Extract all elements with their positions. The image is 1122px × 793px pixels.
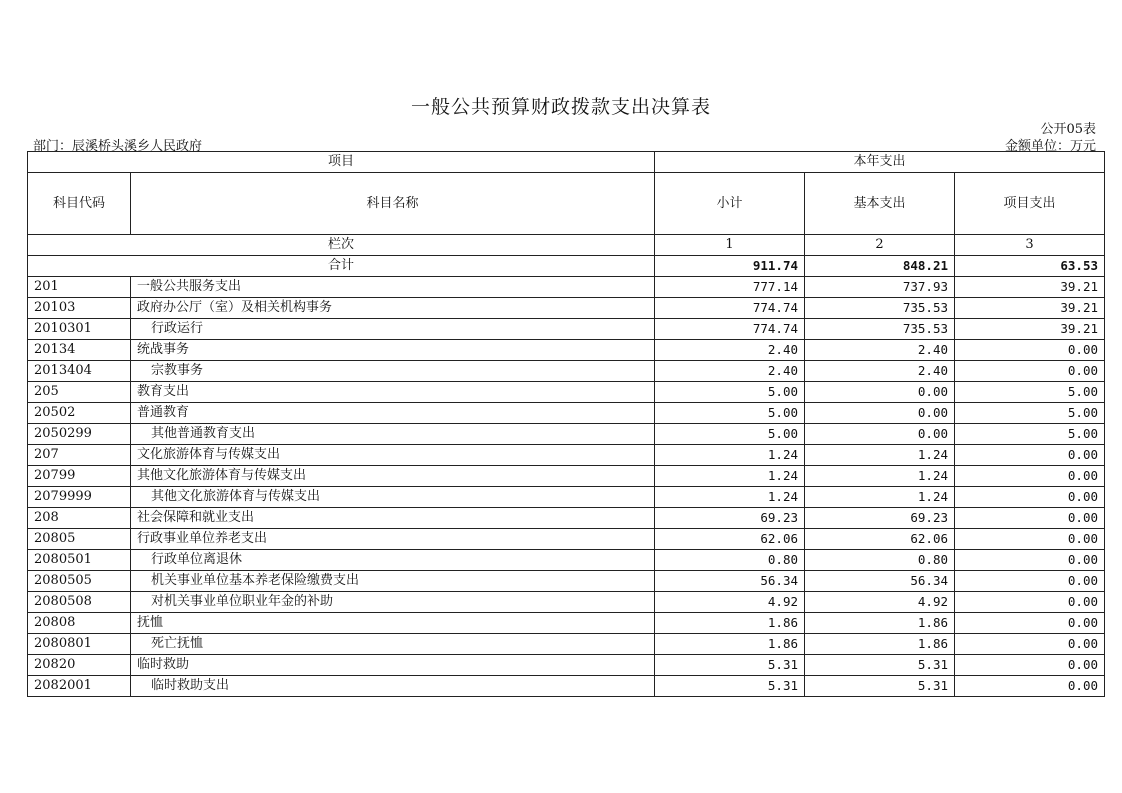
row-subtotal: 1.24 bbox=[655, 445, 805, 466]
column-label: 栏次 bbox=[28, 235, 655, 256]
row-code: 20805 bbox=[28, 529, 131, 550]
page-title: 一般公共预算财政拨款支出决算表 bbox=[410, 96, 711, 118]
row-code: 2010301 bbox=[28, 319, 131, 340]
department-label: 部门：辰溪桥头溪乡人民政府 bbox=[33, 139, 203, 154]
row-subtotal: 0.80 bbox=[655, 550, 805, 571]
row-code: 2080801 bbox=[28, 634, 131, 655]
row-subtotal: 5.31 bbox=[655, 676, 805, 697]
row-code: 208 bbox=[28, 508, 131, 529]
row-basic: 5.31 bbox=[805, 676, 955, 697]
table-row bbox=[28, 361, 1105, 382]
row-project: 0.00 bbox=[955, 529, 1105, 550]
row-basic: 1.24 bbox=[805, 445, 955, 466]
row-code: 2013404 bbox=[28, 361, 131, 382]
row-code: 20502 bbox=[28, 403, 131, 424]
row-subtotal: 1.86 bbox=[655, 613, 805, 634]
row-project: 39.21 bbox=[955, 277, 1105, 298]
row-code: 20799 bbox=[28, 466, 131, 487]
header-basic: 基本支出 bbox=[805, 173, 955, 235]
row-subtotal: 5.00 bbox=[655, 403, 805, 424]
row-name: 死亡抚恤 bbox=[131, 634, 655, 655]
row-project: 39.21 bbox=[955, 298, 1105, 319]
total-basic: 848.21 bbox=[805, 256, 955, 277]
form-number: 公开05表 bbox=[1040, 122, 1096, 137]
header-project-expense: 项目支出 bbox=[955, 173, 1105, 235]
row-name: 机关事业单位基本养老保险缴费支出 bbox=[131, 571, 655, 592]
table-row bbox=[28, 529, 1105, 550]
header-project: 项目 bbox=[28, 152, 655, 173]
row-subtotal: 4.92 bbox=[655, 592, 805, 613]
row-code: 2080505 bbox=[28, 571, 131, 592]
row-basic: 735.53 bbox=[805, 319, 955, 340]
expenditure-table bbox=[27, 151, 1105, 697]
row-subtotal: 5.00 bbox=[655, 382, 805, 403]
column-index-3: 3 bbox=[955, 235, 1105, 256]
column-index-2: 2 bbox=[805, 235, 955, 256]
row-basic: 1.86 bbox=[805, 613, 955, 634]
row-basic: 0.00 bbox=[805, 403, 955, 424]
table-row bbox=[28, 298, 1105, 319]
row-project: 0.00 bbox=[955, 634, 1105, 655]
row-project: 5.00 bbox=[955, 382, 1105, 403]
row-name: 社会保障和就业支出 bbox=[131, 508, 655, 529]
row-basic: 56.34 bbox=[805, 571, 955, 592]
total-project: 63.53 bbox=[955, 256, 1105, 277]
row-subtotal: 69.23 bbox=[655, 508, 805, 529]
row-project: 0.00 bbox=[955, 487, 1105, 508]
row-subtotal: 774.74 bbox=[655, 319, 805, 340]
table-row bbox=[28, 340, 1105, 361]
row-name: 一般公共服务支出 bbox=[131, 277, 655, 298]
row-basic: 5.31 bbox=[805, 655, 955, 676]
row-basic: 0.00 bbox=[805, 382, 955, 403]
row-name: 临时救助 bbox=[131, 655, 655, 676]
table-row bbox=[28, 466, 1105, 487]
header-subtotal: 小计 bbox=[655, 173, 805, 235]
row-project: 0.00 bbox=[955, 508, 1105, 529]
row-code: 207 bbox=[28, 445, 131, 466]
row-project: 0.00 bbox=[955, 466, 1105, 487]
row-subtotal: 2.40 bbox=[655, 361, 805, 382]
row-basic: 1.24 bbox=[805, 466, 955, 487]
table-row bbox=[28, 550, 1105, 571]
header-code: 科目代码 bbox=[28, 173, 131, 235]
row-name: 教育支出 bbox=[131, 382, 655, 403]
table-row bbox=[28, 319, 1105, 340]
table-row bbox=[28, 445, 1105, 466]
row-subtotal: 62.06 bbox=[655, 529, 805, 550]
row-name: 抚恤 bbox=[131, 613, 655, 634]
row-project: 0.00 bbox=[955, 613, 1105, 634]
row-basic: 2.40 bbox=[805, 340, 955, 361]
row-code: 20820 bbox=[28, 655, 131, 676]
row-name: 普通教育 bbox=[131, 403, 655, 424]
row-code: 2080508 bbox=[28, 592, 131, 613]
column-index-row bbox=[28, 235, 1105, 256]
row-subtotal: 774.74 bbox=[655, 298, 805, 319]
row-code: 20103 bbox=[28, 298, 131, 319]
row-project: 39.21 bbox=[955, 319, 1105, 340]
row-subtotal: 56.34 bbox=[655, 571, 805, 592]
table-row bbox=[28, 676, 1105, 697]
row-code: 201 bbox=[28, 277, 131, 298]
table-row bbox=[28, 592, 1105, 613]
row-code: 2050299 bbox=[28, 424, 131, 445]
total-subtotal: 911.74 bbox=[655, 256, 805, 277]
row-subtotal: 1.86 bbox=[655, 634, 805, 655]
row-name: 对机关事业单位职业年金的补助 bbox=[131, 592, 655, 613]
row-name: 行政单位离退休 bbox=[131, 550, 655, 571]
table-row bbox=[28, 487, 1105, 508]
row-subtotal: 1.24 bbox=[655, 487, 805, 508]
row-subtotal: 2.40 bbox=[655, 340, 805, 361]
row-name: 行政事业单位养老支出 bbox=[131, 529, 655, 550]
row-name: 宗教事务 bbox=[131, 361, 655, 382]
row-code: 20808 bbox=[28, 613, 131, 634]
row-basic: 1.86 bbox=[805, 634, 955, 655]
row-basic: 0.80 bbox=[805, 550, 955, 571]
row-code: 205 bbox=[28, 382, 131, 403]
row-project: 0.00 bbox=[955, 445, 1105, 466]
row-basic: 0.00 bbox=[805, 424, 955, 445]
row-subtotal: 777.14 bbox=[655, 277, 805, 298]
row-name: 其他文化旅游体育与传媒支出 bbox=[131, 487, 655, 508]
row-code: 2082001 bbox=[28, 676, 131, 697]
total-row bbox=[28, 256, 1105, 277]
row-basic: 2.40 bbox=[805, 361, 955, 382]
row-project: 0.00 bbox=[955, 676, 1105, 697]
header-row-2 bbox=[28, 173, 1105, 235]
row-basic: 62.06 bbox=[805, 529, 955, 550]
total-label: 合计 bbox=[28, 256, 655, 277]
row-name: 行政运行 bbox=[131, 319, 655, 340]
row-code: 2079999 bbox=[28, 487, 131, 508]
header-name: 科目名称 bbox=[131, 173, 655, 235]
row-name: 其他文化旅游体育与传媒支出 bbox=[131, 466, 655, 487]
table-row bbox=[28, 277, 1105, 298]
row-project: 0.00 bbox=[955, 361, 1105, 382]
row-name: 临时救助支出 bbox=[131, 676, 655, 697]
row-name: 其他普通教育支出 bbox=[131, 424, 655, 445]
table-row bbox=[28, 655, 1105, 676]
row-subtotal: 5.31 bbox=[655, 655, 805, 676]
row-subtotal: 5.00 bbox=[655, 424, 805, 445]
row-project: 5.00 bbox=[955, 424, 1105, 445]
row-code: 20134 bbox=[28, 340, 131, 361]
row-code: 2080501 bbox=[28, 550, 131, 571]
header-current-year-expense: 本年支出 bbox=[655, 152, 1105, 173]
row-basic: 737.93 bbox=[805, 277, 955, 298]
row-basic: 4.92 bbox=[805, 592, 955, 613]
table-row bbox=[28, 508, 1105, 529]
header-row-1 bbox=[28, 152, 1105, 173]
row-project: 0.00 bbox=[955, 571, 1105, 592]
row-basic: 735.53 bbox=[805, 298, 955, 319]
amount-unit-label: 金额单位：万元 bbox=[1004, 139, 1096, 154]
row-project: 0.00 bbox=[955, 550, 1105, 571]
row-project: 5.00 bbox=[955, 403, 1105, 424]
row-name: 统战事务 bbox=[131, 340, 655, 361]
row-basic: 69.23 bbox=[805, 508, 955, 529]
column-index-1: 1 bbox=[655, 235, 805, 256]
table-row bbox=[28, 382, 1105, 403]
row-subtotal: 1.24 bbox=[655, 466, 805, 487]
row-name: 政府办公厅（室）及相关机构事务 bbox=[131, 298, 655, 319]
table-row bbox=[28, 634, 1105, 655]
row-name: 文化旅游体育与传媒支出 bbox=[131, 445, 655, 466]
table-row bbox=[28, 613, 1105, 634]
row-project: 0.00 bbox=[955, 592, 1105, 613]
row-basic: 1.24 bbox=[805, 487, 955, 508]
row-project: 0.00 bbox=[955, 340, 1105, 361]
table-row bbox=[28, 403, 1105, 424]
table-row bbox=[28, 571, 1105, 592]
row-project: 0.00 bbox=[955, 655, 1105, 676]
table-row bbox=[28, 424, 1105, 445]
